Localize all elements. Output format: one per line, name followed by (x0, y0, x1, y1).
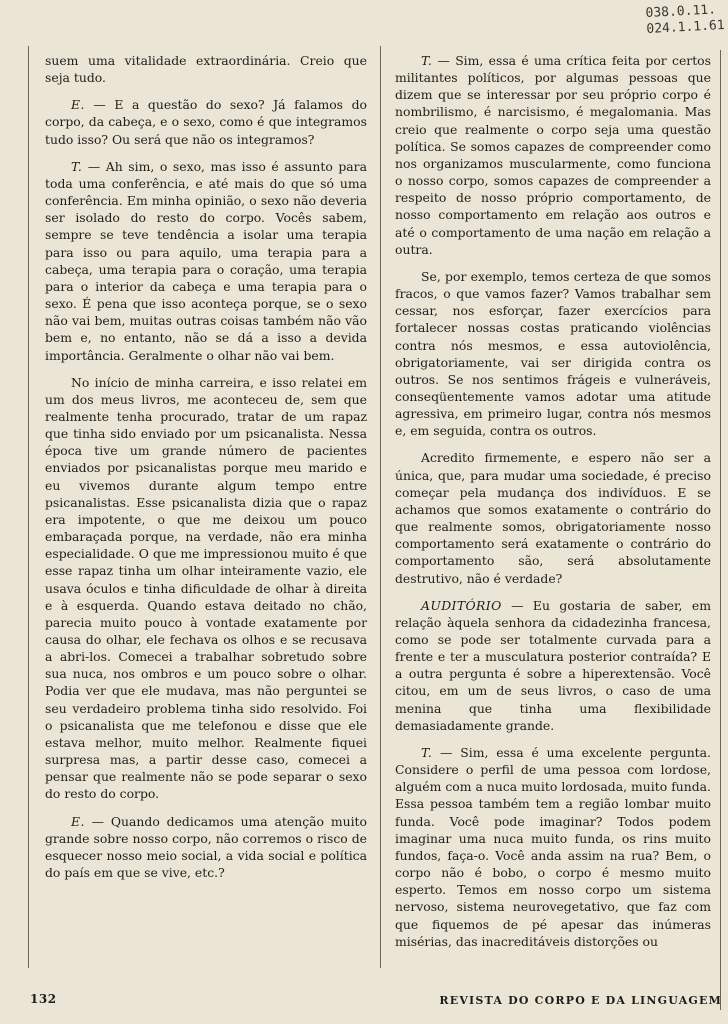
paragraph-text: — Sim, essa é uma excelente pergunta. Considere o perfil de uma pessoa com lordose, alguém com a nuca muito lordosada, muito funda. Essa pessoa também tem a região lombar muito funda. Você pode imaginar? Todos podem imaginar uma nuca muito funda, os rins muito fundos, faça-o. Você anda assim na rua? Bem, o corpo não é bobo, o corpo é mesmo muito esperto. Temos em nosso corpo um sistema nervoso, sistema neurovegetativo, que faz com que fiquemos de pé apesar das inúmeras misérias, das inacreditáveis distorções ou (395, 744, 711, 949)
left-text-column (45, 52, 367, 891)
speaker-label: E. (71, 813, 85, 829)
right-margin-rule (720, 50, 721, 1010)
speaker-label: T. (421, 744, 433, 760)
paragraph (45, 813, 367, 882)
paragraph-text: — Quando dedicamos uma atenção muito grande sobre nosso corpo, não corremos o risco de esquecer nosso meio social, a vida social e política do país em que se vive, etc.? (45, 813, 367, 881)
paragraph-text: suem uma vitalidade extraordinária. Creio que seja tudo. (45, 53, 367, 86)
paragraph-text: — Ah sim, o sexo, mas isso é assunto para toda uma conferência, e até mais do que só uma conferência. Em minha opinião, o sexo não deveria ser isolado do resto do corpo. Vocês sabem, sempre se teve tendência a isolar uma terapia para isso ou para aquilo, uma terapia para a cabeça, uma terapia para o coração, uma terapia para o interior da cabeça e uma terapia para o sexo. É pena que isso aconteça porque, se o sexo não vai bem, muitas outras coisas também não vão bem e, no entanto, não se dá a isso a devida importância. Geralmente o olhar não vai bem. (45, 158, 367, 363)
stamp-line-1: 038.0.11. (644, 2, 717, 22)
paragraph-text: Se, por exemplo, temos certeza de que somos fracos, o que vamos fazer? Vamos trabalhar sem cessar, nos esforçar, fazer exercícios para fortalecer nossas costas praticando violências contra nós mesmos, e essa autoviolência, obrigatoriamente, vai ser dirigida contra os outros. Se nos sentimos frágeis e vulneráveis, conseqüentemente vamos adotar uma atitude agressiva, em primeiro lugar, contra nós mesmos e, em seguida, contra os outros. (395, 268, 711, 439)
paragraph-text: — Eu gostaria de saber, em relação àquela senhora da cidadezinha francesa, como se pode ser totalmente curvada para a frente e ter a musculatura posterior contraída? E a outra pergunta é sobre a hiperextensão. Você citou, em um de seus livros, o caso de uma menina que tinha uma flexibilidade demasiadamente grande. (395, 597, 711, 733)
page-number: 132 (30, 992, 57, 1006)
paragraph (395, 268, 711, 440)
stamp-line-2: 024.1.1.61 (645, 17, 725, 38)
right-text-column (395, 52, 711, 960)
handwritten-catalog-stamp (645, 2, 725, 38)
speaker-label: AUDITÓRIO (421, 597, 502, 613)
paragraph (45, 158, 367, 364)
column-divider-rule (380, 46, 381, 968)
speaker-label: E. (71, 97, 85, 113)
paragraph (45, 96, 367, 147)
speaker-label: T. (71, 158, 83, 174)
paragraph-text: Acredito firmemente, e espero não ser a única, que, para mudar uma sociedade, é preciso começar pela mudança dos indivíduos. E se achamos que somos exatamente o contrário do que realmente somos, obrigatoriamente nosso comportamento será exatamente o contrário do comportamento são, será absolutamente destrutivo, não é verdade? (395, 450, 711, 586)
paragraph (395, 52, 711, 258)
paragraph-text: No início de minha carreira, e isso relatei em um dos meus livros, me aconteceu de, sem que realmente tenha procurado, tratar de um rapaz que tinha sido enviado por um psicanalista. Nessa época tive um grande número de pacientes enviados por psicanalistas porque meu marido e eu vivemos durante algum tempo entre psicanalistas. Esse psicanalista dizia que o rapaz era impotente, o que me deixou um pouco embaraçada porque, na verdade, não era minha especialidade. O que me impressionou muito é que esse rapaz tinha um olhar inteiramente vazio, ele usava óculos e tinha dificuldade de olhar à direita e à esquerda. Quando estava deitado no chão, parecia muito pouco à vontade exatamente por causa do olhar, ele fechava os olhos e se recusava a abri-los. Comecei a trabalhar sobretudo sobre sua nuca, nos ombros e um pouco sobre o olhar. Podia ver que ele mudava, mas não perguntei se seu verdadeiro problema tinha sido resolvido. Foi o psicanalista que me telefonou e disse que ele estava melhor, muito melhor. Realmente fiquei surpresa mas, a partir desse caso, comecei a pensar que realmente não se pode separar o sexo do resto do corpo. (45, 374, 367, 802)
paragraph (395, 597, 711, 734)
paragraph (45, 52, 367, 86)
paragraph-text: — Sim, essa é uma crítica feita por certos militantes políticos, por algumas pessoas que dizem que se interessar por seu próprio corpo é nombrilismo, é narcisismo, é megalomania. Mas creio que realmente o corpo seja uma questão política. Se somos capazes de compreender como nos organizamos muscularmente, como funciona o nosso corpo, somos capazes de compreender a respeito de nosso próprio comportamento, de nosso comportamento em relação aos outros e até o comportamento de uma nação em relação a outra. (395, 53, 711, 257)
running-footer-title: REVISTA DO CORPO E DA LINGUAGEM (439, 994, 722, 1007)
speaker-label: T. (421, 53, 433, 68)
paragraph-text: — E a questão do sexo? Já falamos do corpo, da cabeça, e o sexo, como é que integramos tudo isso? Ou será que não os integramos? (45, 97, 367, 147)
left-margin-rule (28, 46, 29, 968)
paragraph (395, 744, 711, 950)
paragraph (45, 374, 367, 803)
paragraph (395, 449, 711, 586)
